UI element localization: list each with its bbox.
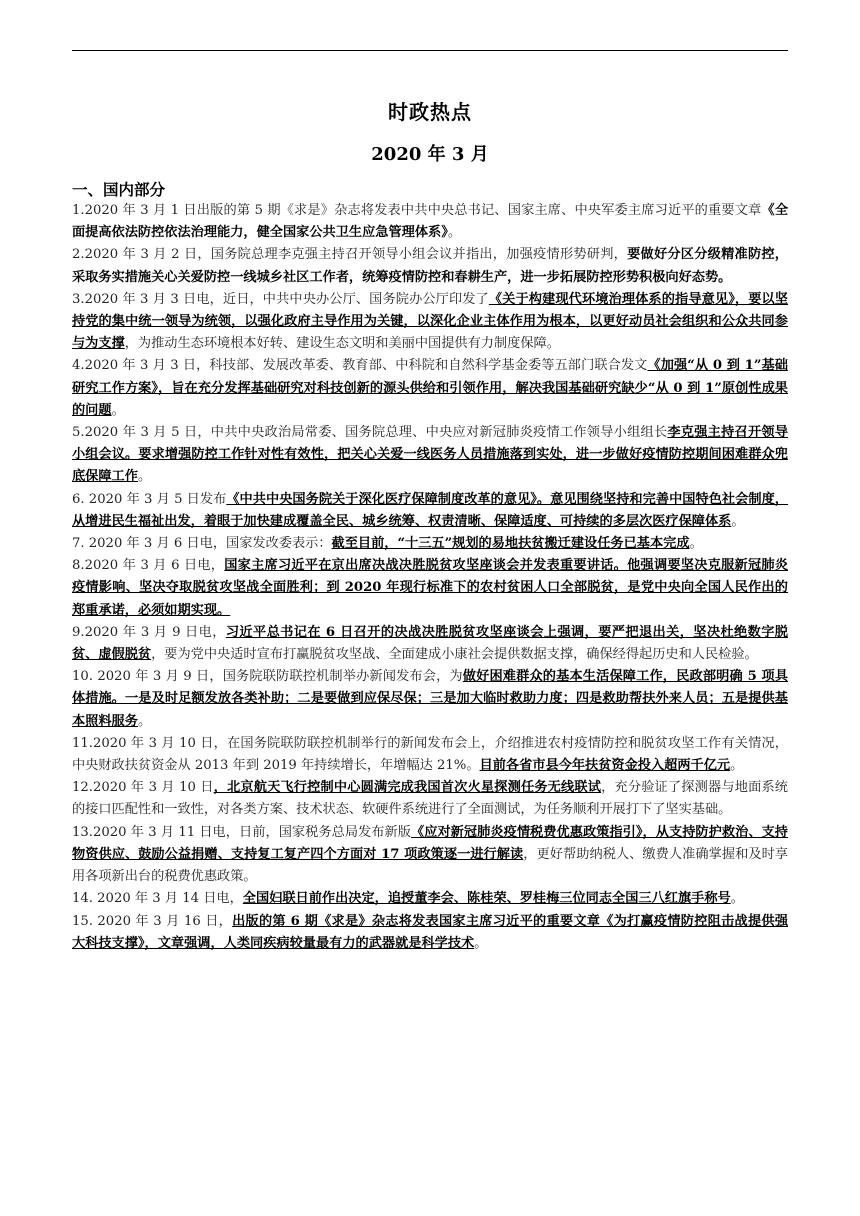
item-text: 。 [111, 402, 125, 418]
news-item [72, 622, 788, 666]
document-title: 时政热点 [388, 100, 472, 124]
item-highlight-text: 《中共中央国务院关于深化医疗保障制度改革的意见》。意见围绕坚持和完善中国特色社会制度，从增进民生福祉出发，着眼于加快建成覆盖全民、城乡统筹、权责清晰、保障适度、可持续的多层次医疗保障体系 [72, 491, 788, 529]
item-text: 4.2020 年 3 月 3 日，科技部、发展改革委、教育部、中科院和自然科学基金委等五部门联合发文 [72, 358, 648, 374]
item-text: 2.2020 年 3 月 2 日，国务院总理李克强主持召开领导小组会议并指出，加强疫情形势研判， [72, 247, 628, 263]
item-text: 1.2020 年 3 月 1 日出版的第 5 期《求是》杂志将发表中共中央总书记、国家主席、中央军委主席习近平的重要文章 [72, 203, 762, 218]
item-text: 8.2020 年 3 月 6 日电， [72, 558, 225, 574]
item-text: ，充分验证了探测器与地面系统的接口匹配性和一致性，对各类方案、技术状态、软硬件系统进行了全面测试，为任务顺利开展打下了坚实基础。 [72, 780, 788, 818]
news-item [72, 666, 788, 733]
item-text: 13.2020 年 3 月 11 日电，日前，国家税务总局发布新版 [72, 824, 411, 840]
item-highlight-text: 出版的第 6 期《求是》杂志将发表国家主席习近平的重要文章《为打赢疫情防控阻击战提供强大科技支撑》，文章强调，人类同疾病较量最有力的武器就是科学技术 [72, 913, 789, 951]
news-item [72, 489, 788, 533]
item-highlight-text: 《应对新冠肺炎疫情税费优惠政策指引》，从支持防护救治、支持物资供应、鼓励公益捐赠、支持复工复产四个方面对 17 项政策逐一进行解读 [72, 824, 788, 862]
news-item [72, 911, 788, 955]
news-item-list [72, 200, 788, 955]
item-text: 。 [137, 713, 152, 729]
item-text: 11.2020 年 3 月 10 日，在国务院联防联控机制举行的新闻发布会上，介绍推进农村疫情防控和脱贫攻坚工作有关情况，中央财政扶贫资金从 2013 年到 2019 年持续增长，年增幅达 21%。 [72, 735, 788, 774]
item-highlight-text: 要做好分区分级精准防控，采取务实措施关心关爱防控一线城乡社区工作者，统筹疫情防控和春耕生产，进一步拓展防控形势积极向好态势。 [72, 247, 788, 285]
news-item [72, 777, 788, 821]
item-text: 3.2020 年 3 月 3 日电，近日，中共中央办公厅、国务院办公厅印发了 [72, 291, 489, 307]
news-item [72, 533, 788, 555]
item-text: 12.2020 年 3 月 10 日 [72, 780, 214, 796]
item-text: 。 [731, 513, 745, 529]
item-highlight-text: 目前各省市县今年扶贫资金投入超两千亿元 [479, 758, 731, 774]
item-text: 14. 2020 年 3 月 14 日电， [72, 891, 243, 907]
news-item [72, 244, 788, 288]
item-highlight-text: 截至目前，“十三五”规划的易地扶贫搬迁建设任务已基本完成 [331, 536, 690, 552]
item-text: ，为推动生态环境根本好转、建设生态文明和美丽中国提供有力制度保障。 [124, 336, 560, 352]
item-highlight-text: 全国妇联日前作出决定，追授董李会、陈桂荣、罗桂梅三位同志全国三八红旗手称号 [242, 891, 731, 907]
document-subtitle: 2020 年 3 月 [371, 144, 489, 165]
news-item [72, 355, 788, 422]
item-text: ，要为党中央适时宣布打赢脱贫攻坚战、全面建成小康社会提供数据支撑，确保经得起历史和人民检验。 [151, 647, 758, 663]
item-text: 。 [474, 935, 488, 951]
item-highlight-text: 做好困难群众的基本生活保障工作，民政部明确 5 项具体措施。一是及时足额发放各类补助；二是要做到应保尽保；三是加大临时救助力度；四是救助帮扶外来人员；五是提供基本照料服务 [72, 669, 789, 729]
item-highlight-text: 国家主席习近平在京出席决战决胜脱贫攻坚座谈会并发表重要讲话。他强调要坚决克服新冠肺炎疫情影响、坚决夺取脱贫攻坚战全面胜利；到 2020 年现行标准下的农村贫困人口全部脱贫，是党中央向全国人民作出的郑重承诺，必须如期实现。 [72, 558, 788, 618]
item-highlight-text: 李克强主持召开领导小组会议。要求增强防控工作针对性有效性，把关心关爱一线医务人员措施落到实处，进一步做好疫情防控期间困难群众兜底保障工作 [72, 425, 788, 485]
item-highlight-text: 《关于构建现代环境治理体系的指导意见》，要以坚持党的集中统一领导为统领，以强化政府主导作用为关键，以深化企业主体作用为根本，以更好动员社会组织和公众共同参与为支撑 [72, 291, 788, 352]
section-heading: 一、国内部分 [72, 180, 166, 199]
item-highlight-text: 习近平总书记在 6 日召开的决战决胜脱贫攻坚座谈会上强调，要严把退出关，坚决杜绝数字脱贫、虚假脱贫 [72, 624, 788, 663]
item-text: 。 [137, 469, 152, 485]
news-item [72, 289, 788, 356]
news-item [72, 200, 788, 244]
item-text: 5.2020 年 3 月 5 日，中共中央政治局常委、国务院总理、中央应对新冠肺炎疫情工作领导小组组长 [72, 425, 668, 441]
item-highlight-text: ，北京航天飞行控制中心圆满完成我国首次火星探测任务无线联试 [213, 780, 602, 796]
item-text: 。 [730, 758, 744, 774]
header-rule [72, 50, 788, 51]
item-text: 10. 2020 年 3 月 9 日，国务院联防联控机制举办新闻发布会，为 [72, 669, 463, 685]
item-highlight-text: 《加强“从 0 到 1”基础研究工作方案》，旨在充分发挥基础研究对科技创新的源头供给和引领作用，解决我国基础研究缺少“从 0 到 1”原创性成果的问题 [72, 358, 788, 418]
item-text: 。 [730, 891, 744, 907]
news-item [72, 422, 788, 489]
item-text: 9.2020 年 3 月 9 日电， [72, 624, 226, 640]
item-highlight-text: 《全面提高依法防控依法治理能力，健全国家公共卫生应急管理体系》 [72, 203, 789, 241]
news-item [72, 733, 788, 777]
news-item [72, 822, 788, 889]
item-text: 6. 2020 年 3 月 5 日发布 [72, 491, 227, 507]
item-text: 7. 2020 年 3 月 6 日电，国家发改委表示： [72, 536, 332, 552]
news-item [72, 888, 788, 910]
item-text: 15. 2020 年 3 月 16 日， [72, 913, 233, 929]
item-text: 。 [689, 536, 703, 552]
item-text: ，更好帮助纳税人、缴费人准确掌握和及时享用各项新出台的税费优惠政策。 [72, 846, 789, 885]
item-text: 。 [447, 225, 462, 241]
news-item [72, 555, 788, 622]
